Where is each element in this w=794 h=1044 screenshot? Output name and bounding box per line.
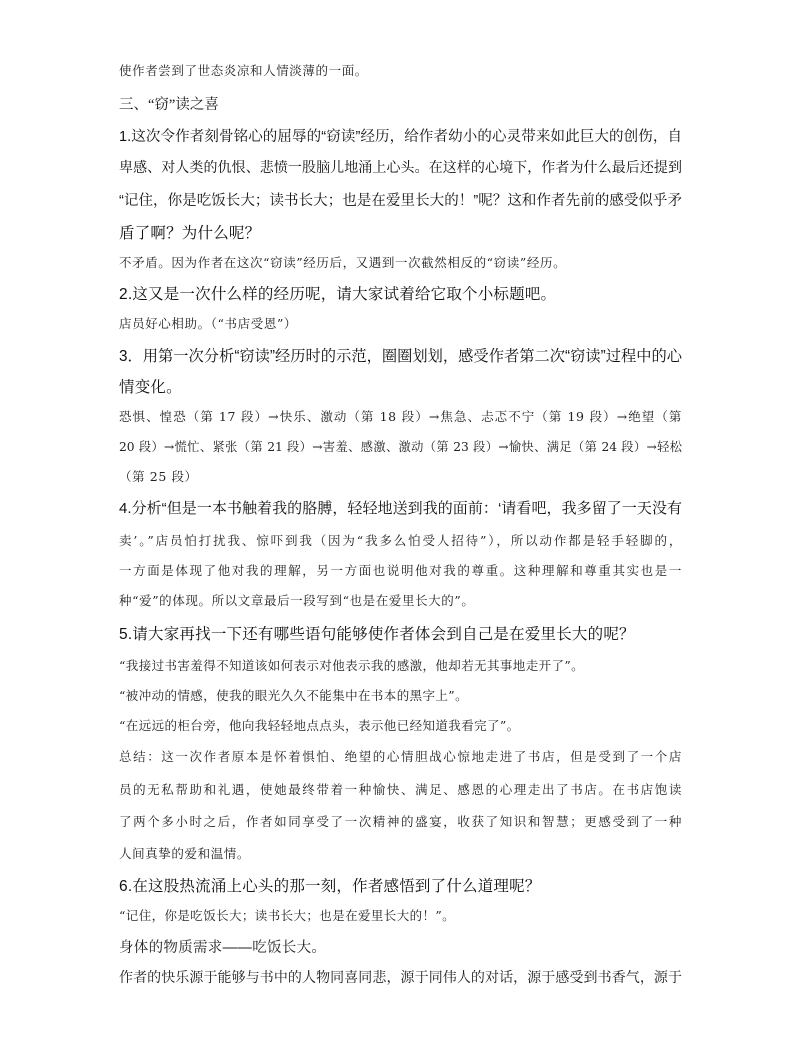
section-heading: 三、“窃”读之喜 [119,97,219,113]
question-3-line: 情变化。 [119,379,182,396]
summary-line: 总结：这一次作者原本是怀着惧怕、绝望的心情胆战心惊地走进了书店，但是受到了一个店 [119,749,682,764]
summary-line: 了两个多小时之后，作者如同享受了一次精神的盛宴，收获了知识和智慧；更感受到了一种 [119,814,682,829]
question-5-line: 5.请大家再找一下还有哪些语句能够使作者体会到自己是在爱里长大的呢？ [119,626,635,643]
answer-line: （第 25 段） [119,469,198,484]
answer-line: 卖’。”店员怕打扰我、惊吓到我（因为“我多么怕受人招待”），所以动作都是轻手轻脚的， [119,533,682,548]
answer-line: 一方面是体现了他对我的理解，另一方面也说明他对我的尊重。这种理解和尊重其实也是一 [119,563,682,578]
answer-line: 店员好心相助。（“书店受恩”） [119,316,298,331]
body-line: 身体的物质需求——吃饭长大。 [119,940,327,956]
question-1-line: 盾了啊？为什么呢？ [119,225,261,242]
quoted-sentence: “在远远的柜台旁，他向我轻轻地点点头，表示他已经知道我看完了”。 [119,718,520,733]
question-2-line: 2.这又是一次什么样的经历呢，请大家试着给它取个小标题吧。 [119,286,557,303]
question-4-line: 4.分析“但是一本书触着我的胳膊，轻轻地送到我的面前：‘请看吧，我多留了一天没有 [119,500,682,517]
answer-line: 恐惧、惶恐（第 17 段）→快乐、激动（第 18 段）→焦急、忐忑不宁（第 19 段）→绝望（第 [119,409,682,424]
answer-line: 不矛盾。因为作者在这次“窃读”经历后，又遇到一次截然相反的“窃读”经历。 [119,255,567,270]
summary-line: 人间真挚的爱和温情。 [119,846,251,861]
answer-line: 20 段）→慌忙、紧张（第 21 段）→害羞、感激、激动（第 23 段）→愉快、满足（第 24 段）→轻松 [119,440,682,454]
quoted-sentence: “我接过书害羞得不知道该如何表示对他表示我的感激，他却若无其事地走开了”。 [119,658,585,673]
question-6-line: 6.在这股热流涌上心头的那一刻，作者感悟到了什么道理呢？ [119,878,541,895]
question-1-line: 卑感、对人类的仇恨、悲愤一股脑儿地涌上心头。在这样的心境下，作者为什么最后还提到 [119,159,682,175]
quoted-sentence: “被冲动的情感，使我的眼光久久不能集中在书本的黑字上”。 [119,688,468,703]
answer-line: 使作者尝到了世态炎凉和人情淡薄的一面。 [119,63,368,78]
question-1-line: “记住，你是吃饭长大；读书长大；也是在爱里长大的！”呢？这和作者先前的感受似乎矛 [119,193,682,209]
question-3-line: 3．用第一次分析“窃读”经历时的示范，圈圈划划，感受作者第二次“窃读”过程中的心 [119,348,682,365]
summary-line: 员的无私帮助和礼遇，使她最终带着一种愉快、满足、感恩的心理走出了书店。在书店饱读 [119,782,682,797]
question-1-line: 1.这次令作者刻骨铭心的屈辱的“窃读”经历，给作者幼小的心灵带来如此巨大的创伤，自 [119,129,682,145]
body-line: 作者的快乐源于能够与书中的人物同喜同悲，源于同伟人的对话，源于感受到书香气，源于 [119,969,682,985]
quoted-sentence: “记住，你是吃饭长大；读书长大；也是在爱里长大的！”。 [119,908,456,923]
answer-line: 种“爱”的体现。所以文章最后一段写到“也是在爱里长大的”。 [119,593,475,608]
